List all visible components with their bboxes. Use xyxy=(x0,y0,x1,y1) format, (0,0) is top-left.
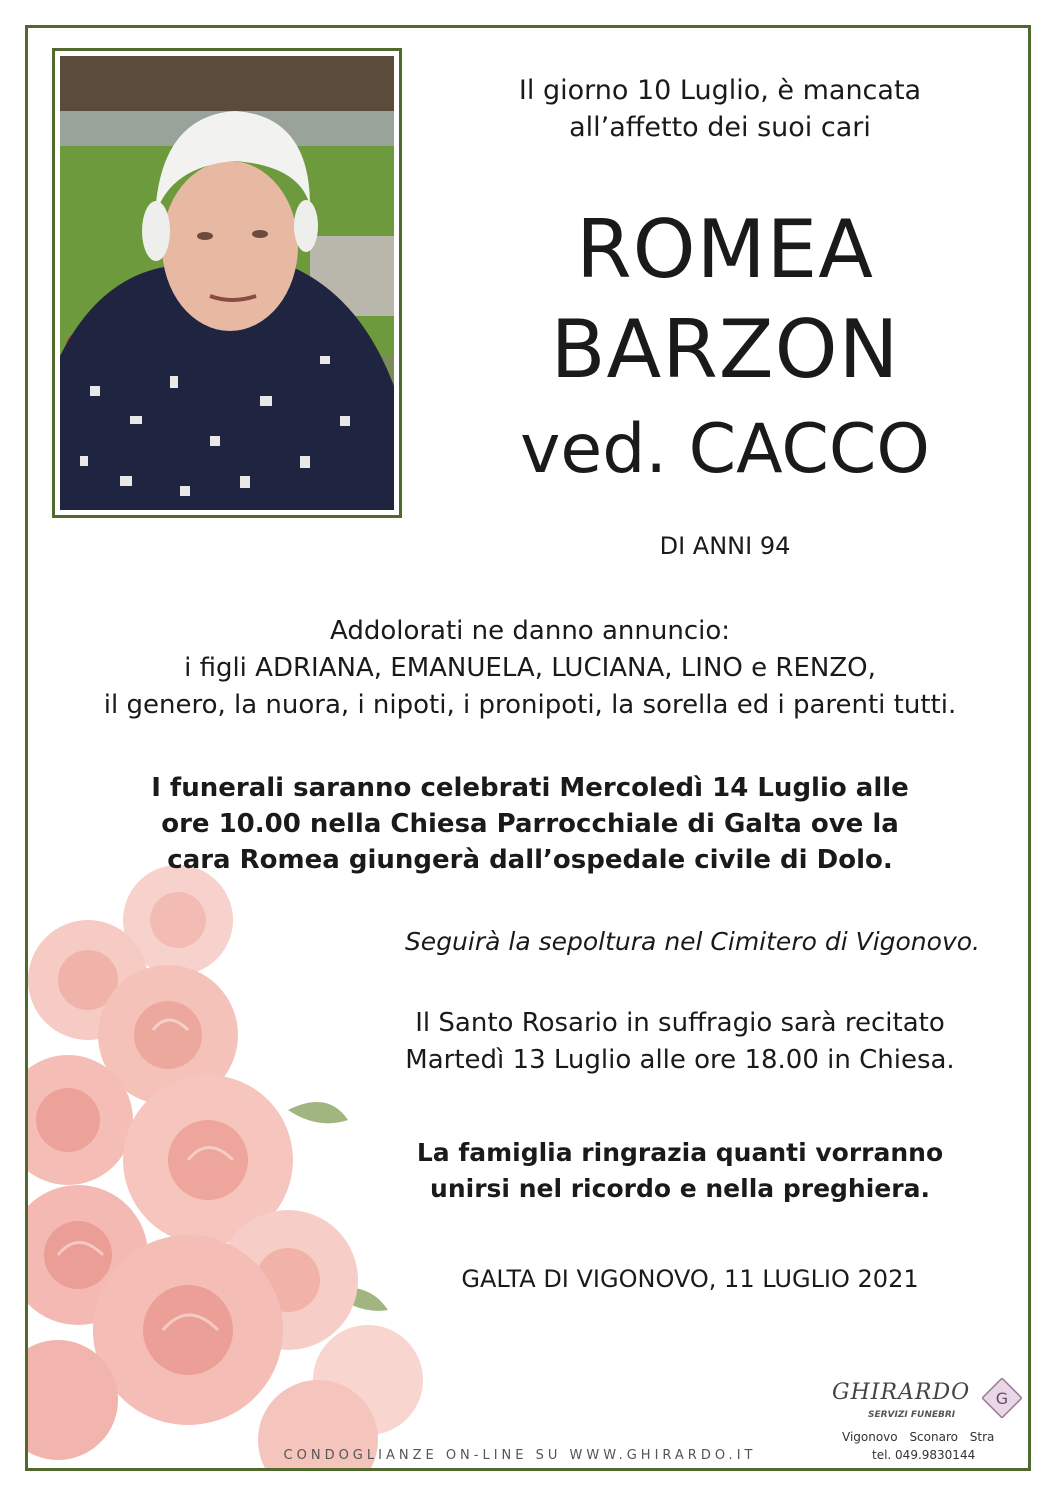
logo-mark-letter: G xyxy=(995,1389,1009,1408)
announcement xyxy=(60,613,1000,724)
diamond-logo-icon xyxy=(982,1378,1022,1418)
funeral-line-2: ore 10.00 nella Chiesa Parrocchiale di Galta ove la xyxy=(161,809,899,839)
first-name: ROMEA xyxy=(576,203,874,296)
age-text: DI ANNI 94 xyxy=(659,532,791,560)
funeral-line-1: I funerali saranno celebrati Mercoledì 14 Luglio alle xyxy=(151,773,909,803)
thanks-line-1: La famiglia ringrazia quanti vorranno xyxy=(416,1138,944,1167)
last-name: BARZON xyxy=(550,303,900,396)
logo-towns: Vigonovo Sconaro Stra xyxy=(842,1430,995,1444)
thanks-line-2: unirsi nel ricordo e nella preghiera. xyxy=(430,1174,930,1203)
portrait-frame xyxy=(52,48,402,518)
announcement-line-3: il genero, la nuora, i nipoti, i pronipoti, la sorella ed i parenti tutti. xyxy=(103,690,957,720)
funeral-info xyxy=(100,770,960,878)
funeral-home-logo xyxy=(832,1372,1032,1462)
intro-line-2: all’affetto dei suoi cari xyxy=(569,112,871,143)
rosary-line-2: Martedì 13 Luglio alle ore 18.00 in Chiesa. xyxy=(405,1045,955,1075)
condolences-link[interactable]: CONDOGLIANZE ON-LINE SU WWW.GHIRARDO.IT xyxy=(283,1448,757,1463)
intro-text xyxy=(480,72,960,146)
place-date: GALTA DI VIGONOVO, 11 LUGLIO 2021 xyxy=(461,1265,919,1293)
portrait-photo xyxy=(60,56,394,510)
announcement-line-1: Addolorati ne danno annuncio: xyxy=(329,616,731,646)
logo-phone: tel. 049.9830144 xyxy=(872,1448,976,1462)
rosary-info xyxy=(360,1005,1000,1079)
announcement-line-2: i figli ADRIANA, EMANUELA, LUCIANA, LINO e RENZO, xyxy=(184,653,876,683)
logo-subtitle: SERVIZI FUNEBRI xyxy=(868,1410,956,1420)
intro-line-1: Il giorno 10 Luglio, è mancata xyxy=(518,75,922,106)
burial-info: Seguirà la sepoltura nel Cimitero di Vigonovo. xyxy=(404,927,980,956)
funeral-line-3: cara Romea giungerà dall’ospedale civile di Dolo. xyxy=(167,845,893,875)
deceased-name xyxy=(470,200,980,400)
logo-name: GHIRARDO xyxy=(832,1380,971,1405)
rosary-line-1: Il Santo Rosario in suffragio sarà recitato xyxy=(415,1008,945,1038)
widow-of: ved. CACCO xyxy=(520,410,930,489)
family-thanks xyxy=(380,1135,980,1207)
